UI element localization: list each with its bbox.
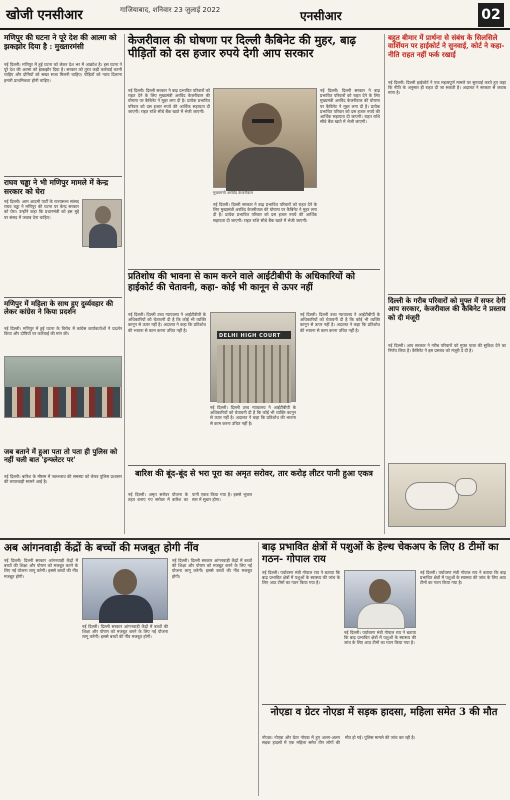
- section-title: एनसीआर: [300, 9, 342, 23]
- noida-body: नोएडा। नोएडा और ग्रेटर नोएडा में हुए अलग-अलग सड़क हादसों में एक महिला समेत तीन लोगों की मौत हो गई। पुलिस मामले की जांच कर रही है।: [262, 735, 416, 746]
- noida-headline: नोएडा व ग्रेटर नोएडा में सड़क हादसा, महिला समेत 3 की मौत: [270, 707, 498, 718]
- sr-story: [388, 34, 506, 292]
- kejriwal-photo: [213, 88, 317, 188]
- police-headline: जब बताने में हुआ पता तो पता ही पुलिस को नहीं चली बात 'इन्फ्लेटर पर': [4, 447, 118, 464]
- paddy-headline-block: [128, 468, 380, 490]
- masthead: [0, 0, 510, 30]
- cattle-headline: बाढ़ प्रभावित क्षेत्रों में पशुओं के हेल्थ चेकअप के लिए 8 टीमों का गठन- गोपाल राय: [262, 542, 499, 565]
- kejriwal-col3: [320, 88, 380, 266]
- noida-story: [262, 707, 506, 796]
- cattle-body-cont2: नई दिल्ली। पर्यावरण मंत्री गोपाल राय ने बताया कि बाढ़ प्रभावित क्षेत्रों में पशुओं के स्वास्थ्य की जांच के लिए आठ टीमों का गठन किया गया है।: [420, 570, 508, 586]
- protest-headline: मणिपुर में महिला के साथ हुए दुर्व्यवहार की लेकर कांग्रेस ने किया प्रदर्शन: [4, 299, 114, 316]
- anganwadi-headline: अब आंगनवाड़ी केंद्रों के बच्चों की मजबूत होगी नींव: [4, 542, 199, 554]
- left-column: [4, 34, 122, 444]
- it-body-cont2: नई दिल्ली। दिल्ली उच्च न्यायालय ने आईटीबीपी के अधिकारियों को चेतावनी दी है कि कोई भी व्यक्ति कानून से ऊपर नहीं है। अदालत ने कहा कि प्रतिशोध की भावना से काम करना उचित नहीं है।: [300, 312, 382, 333]
- kejriwal-headline: केजरीवाल की घोषणा पर दिल्ली कैबिनेट की मुहर, बाढ़ पीड़ितों को दस हजार रुपये देगी आप सरकार: [128, 33, 356, 60]
- sr-headline: बहुत बीमार में प्रार्थना से संबंध के सिलसिले वार्शियन पर हाईकोर्ट ने सुनवाई, कोर्ट ने कहा- नीति राहत नहीं फर्क रखाई: [388, 33, 505, 59]
- anganwadi-story: [4, 542, 254, 796]
- kejriwal-body-cont: नई दिल्ली। दिल्ली सरकार ने बाढ़ प्रभावित परिवारों को राहत देने के लिए मुख्यमंत्री अरविंद केजरीवाल की घोषणा पर कैबिनेट ने मुहर लगा दी है। प्रत्येक प्रभावित परिवार को दस हजार रुपये की आर्थिक सहायता दी जाएगी। राहत राशि सीधे बैंक खाते में भेजी जाएगी।: [213, 202, 319, 223]
- highcourt-sign: DELHI HIGH COURT: [219, 333, 281, 339]
- it-col2: [210, 405, 296, 462]
- newspaper-logo: खोजी एनसीआर: [6, 8, 83, 23]
- delhi-poor-headline: दिल्ली के गरीब परिवारों को मुफ्त में सफर देगी आप सरकार, केजरीवाल की कैबिनेट ने प्रस्ताव को दी मंजूरी: [388, 296, 506, 322]
- anganwadi-photo: [82, 558, 168, 620]
- it-col3: [300, 312, 380, 462]
- kejriwal-col2: [213, 202, 317, 266]
- it-headline: प्रतिशोध की भावना से काम करने वाले आईटीबीपी के अधिकारियों को हाईकोर्ट की चेतावनी, कहा- कोई भी कानून से ऊपर नहीं: [128, 272, 355, 293]
- kejriwal-caption: मुख्यमंत्री अरविंद केजरीवाल: [213, 190, 253, 195]
- kejriwal-col1: [128, 88, 210, 266]
- paddy-body-block: [128, 492, 380, 534]
- page-number: 02: [478, 3, 504, 27]
- cattle-photo: [388, 463, 506, 527]
- cattle-body: नई दिल्ली। पर्यावरण मंत्री गोपाल राय ने बताया कि बाढ़ प्रभावित क्षेत्रों में पशुओं के स्वास्थ्य की जांच के लिए आठ टीमों का गठन किया गया है।: [262, 570, 342, 586]
- manipur-headline: मणिपुर की घटना ने पूरे देश की आत्मा को झकझोर दिया है : मुख्तारमंसी: [4, 33, 117, 51]
- cattle-body-cont: नई दिल्ली। पर्यावरण मंत्री गोपाल राय ने बताया कि बाढ़ प्रभावित क्षेत्रों में पशुओं के स्वास्थ्य की जांच के लिए आठ टीमों का गठन किया गया है।: [344, 630, 418, 646]
- anganwadi-body-cont2: नई दिल्ली। दिल्ली सरकार आंगनवाड़ी केंद्रों में बच्चों की शिक्षा और पोषण को मजबूत करने के लिए नई योजना लागू करेगी। इससे बच्चों की नींव मजबूत होगी।: [172, 558, 254, 579]
- kejriwal-headline-block: [128, 34, 380, 86]
- raghav-photo: [82, 199, 122, 247]
- delhi-poor-story: [388, 297, 506, 534]
- gopal-rai-photo: [344, 570, 416, 628]
- paddy-body: नई दिल्ली। अमृत सरोवर योजना के तहत बनाए गए सरोवर में बारिश का पानी एकत्र किया गया है। इससे भूजल स्तर में सुधार होगा।: [128, 492, 254, 503]
- protest-photo: [4, 356, 122, 418]
- raghav-body: नई दिल्ली। आम आदमी पार्टी के राज्यसभा सांसद राघव चड्ढा ने मणिपुर की घटना पर केन्द्र सरकार को घेरा। उन्होंने कहा कि प्रधानमंत्री को इस मुद्दे पर संसद में जवाब देना चाहिए।: [4, 199, 81, 220]
- it-body: नई दिल्ली। दिल्ली उच्च न्यायालय ने आईटीबीपी के अधिकारियों को चेतावनी दी है कि कोई भी व्यक्ति कानून से ऊपर नहीं है। अदालत ने कहा कि प्रतिशोध की भावना से काम करना उचित नहीं है।: [128, 312, 208, 333]
- highcourt-photo: [210, 312, 296, 402]
- paddy-headline: बारिश की बूंद-बूंद से भरा पूरा का अमृत सरोवर, तार करोड़ लीटर पानी हुआ एकत्र: [135, 468, 373, 478]
- manipur-body: नई दिल्ली। मणिपुर में हुई घटना को लेकर देश भर में आक्रोश है। इस घटना ने पूरे देश की आत्मा को झकझोर दिया है। सरकार को तुरंत कड़ी कार्रवाई करनी चाहिए और दोषियों को सख्त सजा मिलनी चाहिए। पीड़ितों को न्याय दिलाना हमारी प्राथमिकता होनी चाहिए।: [4, 62, 124, 83]
- kejriwal-body-cont2: नई दिल्ली। दिल्ली सरकार ने बाढ़ प्रभावित परिवारों को राहत देने के लिए मुख्यमंत्री अरविंद केजरीवाल की घोषणा पर कैबिनेट ने मुहर लगा दी है। प्रत्येक प्रभावित परिवार को दस हजार रुपये की आर्थिक सहायता दी जाएगी। राहत राशि सीधे बैंक खाते में भेजी जाएगी।: [320, 88, 382, 125]
- police-body: नई दिल्ली। बारिश के मौसम में जलभराव की समस्या को लेकर पुलिस प्रशासन की लापरवाही सामने आई है।: [4, 474, 124, 485]
- delhi-poor-body: नई दिल्ली। आप सरकार ने गरीब परिवारों को मुफ्त यात्रा की सुविधा देने का निर्णय लिया है। कैबिनेट ने इस प्रस्ताव को मंजूरी दे दी है।: [388, 343, 508, 354]
- it-body-cont: नई दिल्ली। दिल्ली उच्च न्यायालय ने आईटीबीपी के अधिकारियों को चेतावनी दी है कि कोई भी व्यक्ति कानून से ऊपर नहीं है। अदालत ने कहा कि प्रतिशोध की भावना से काम करना उचित नहीं है।: [210, 405, 298, 426]
- police-story: [4, 448, 122, 534]
- anganwadi-body: नई दिल्ली। दिल्ली सरकार आंगनवाड़ी केंद्रों में बच्चों की शिक्षा और पोषण को मजबूत करने के लिए नई योजना लागू करेगी। इससे बच्चों की नींव मजबूत होगी।: [4, 558, 80, 579]
- raghav-headline: राघव चड्ढा ने भी मणिपुर मामले में केन्द्र सरकार को घेरा: [4, 178, 109, 196]
- sr-body: नई दिल्ली। दिल्ली हाईकोर्ट ने एक महत्वपूर्ण मामले पर सुनवाई करते हुए कहा कि नीति के अनुसार ही राहत दी जा सकती है। अदालत ने सरकार से जवाब मांगा है।: [388, 80, 508, 96]
- date-line: गाजियाबाद, शनिवार 23 जुलाई 2022: [120, 6, 221, 14]
- it-col1: [128, 312, 206, 462]
- cattle-story: [262, 542, 506, 702]
- kejriwal-body: नई दिल्ली। दिल्ली सरकार ने बाढ़ प्रभावित परिवारों को राहत देने के लिए मुख्यमंत्री अरविंद केजरीवाल की घोषणा पर कैबिनेट ने मुहर लगा दी है। प्रत्येक प्रभावित परिवार को दस हजार रुपये की आर्थिक सहायता दी जाएगी। राहत राशि सीधे बैंक खाते में भेजी जाएगी।: [128, 88, 212, 114]
- anganwadi-body-cont: नई दिल्ली। दिल्ली सरकार आंगनवाड़ी केंद्रों में बच्चों की शिक्षा और पोषण को मजबूत करने के लिए नई योजना लागू करेगी। इससे बच्चों की नींव मजबूत होगी।: [82, 624, 170, 640]
- protest-body: नई दिल्ली। मणिपुर में हुई घटना के विरोध में कांग्रेस कार्यकर्ताओं ने प्रदर्शन किया और दोषियों पर कार्रवाई की मांग की।: [4, 326, 124, 337]
- it-headline-block: [128, 272, 380, 312]
